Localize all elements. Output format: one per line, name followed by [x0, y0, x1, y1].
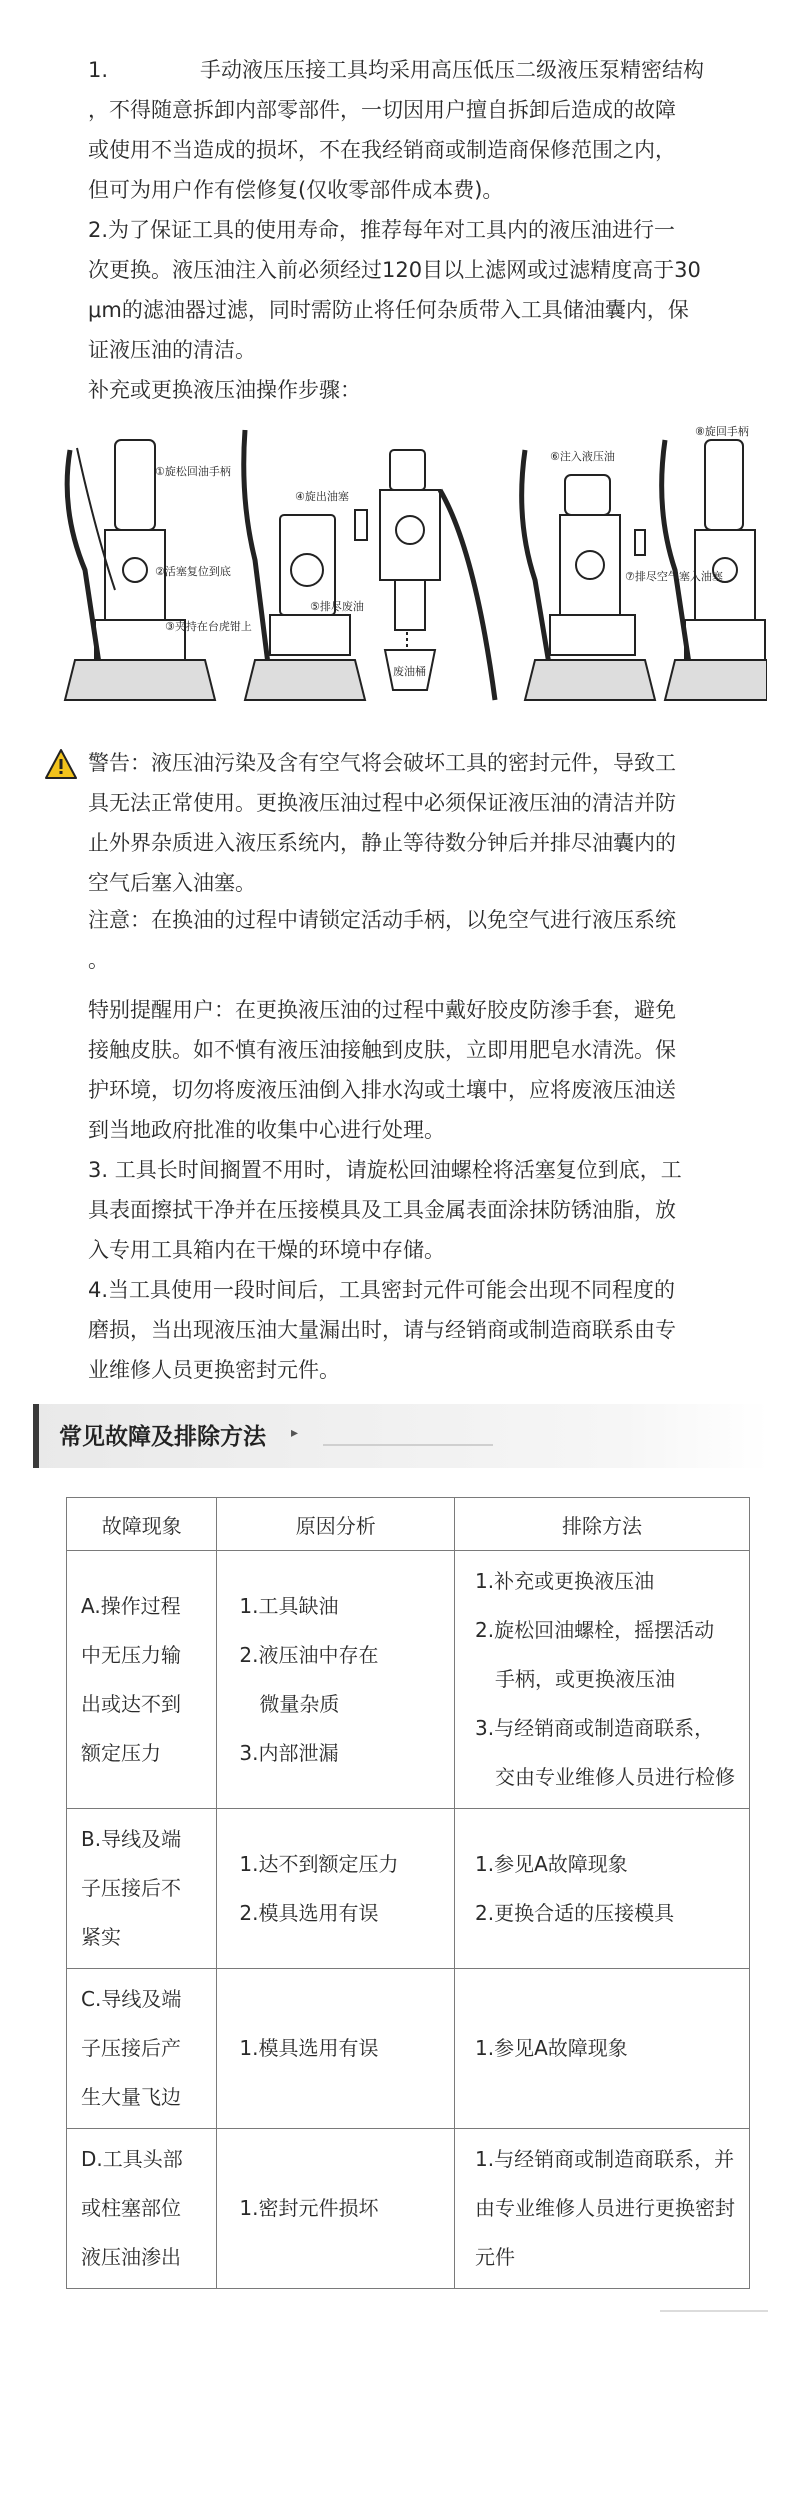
- fig-label-7: ⑦排尽空气塞入油塞: [625, 570, 723, 583]
- fig-label-4: ④旋出油塞: [295, 490, 349, 503]
- row-a-cause: 1.工具缺油 2.液压油中存在 微量杂质 3.内部泄漏: [217, 1551, 455, 1809]
- table-row: [67, 1809, 750, 1969]
- section-title: 常见故障及排除方法: [59, 1424, 266, 1450]
- table-row: [67, 1551, 750, 1809]
- intro-p1-line1: 1. 手动液压压接工具均采用高压低压二级液压泵精密结构: [88, 58, 705, 82]
- tool-step-5-figure: [380, 450, 495, 700]
- row-d-fix: 1.与经销商或制造商联系，并 由专业维修人员进行更换密封 元件: [455, 2129, 750, 2289]
- warning-line4: 空气后塞入油塞。: [88, 871, 256, 895]
- fig-label-5: ⑤排尽废油: [310, 600, 364, 613]
- table-row: [67, 2129, 750, 2289]
- table-row: [67, 1969, 750, 2129]
- section-decorative-line: [323, 1444, 493, 1446]
- steps-heading: 补充或更换液压油操作步骤：: [88, 378, 361, 402]
- intro-p1-line4: 但可为用户作有偿修复(仅收零部件成本费)。: [88, 178, 504, 202]
- row-c-symptom: C.导线及端 子压接后产 生大量飞边: [67, 1969, 217, 2129]
- fig-label-3: ③夹持在台虎钳上: [165, 620, 252, 633]
- warning-line3: 止外界杂质进入液压系统内，静止等待数分钟后并排尽油囊内的: [88, 831, 676, 855]
- fig-label-8: ⑧旋回手柄: [695, 425, 749, 438]
- section-arrow-icon: ▸: [291, 1425, 299, 1441]
- row-d-symptom: D.工具头部 或柱塞部位 液压油渗出: [67, 2129, 217, 2289]
- row-a-fix: 1.补充或更换液压油 2.旋松回油螺栓，摇摆活动 手柄，或更换液压油 3.与经销商或制造商联系， 交由专业维修人员进行检修: [455, 1551, 750, 1809]
- row-b-cause: 1.达不到额定压力 2.模具选用有误: [217, 1809, 455, 1969]
- fig-label-waste: 废油桶: [393, 665, 426, 678]
- notice-line2: 。: [88, 948, 109, 972]
- reminder-line4: 到当地政府批准的收集中心进行处理。: [88, 1118, 445, 1142]
- row-c-fix: 1.参见A故障现象: [455, 1969, 750, 2129]
- row-c-cause: 1.模具选用有误: [217, 1969, 455, 2129]
- row-b-fix: 1.参见A故障现象 2.更换合适的压接模具: [455, 1809, 750, 1969]
- p4-line1: 4.当工具使用一段时间后，工具密封元件可能会出现不同程度的: [88, 1278, 676, 1302]
- bottom-decorative-rule: [660, 2310, 768, 2312]
- row-b-symptom: B.导线及端 子压接后不 紧实: [67, 1809, 217, 1969]
- p4-line3: 业维修人员更换密封元件。: [88, 1358, 340, 1382]
- fig-label-6: ⑥注入液压油: [550, 450, 615, 463]
- intro-p2-line3: μm的滤油器过滤，同时需防止将任何杂质带入工具储油囊内，保: [88, 298, 689, 322]
- intro-p2-line4: 证液压油的清洁。: [88, 338, 256, 362]
- intro-p1-line2: ，不得随意拆卸内部零部件，一切因用户擅自拆卸后造成的故障: [88, 98, 676, 122]
- p4-line2: 磨损，当出现液压油大量漏出时，请与经销商或制造商联系由专: [88, 1318, 676, 1342]
- intro-p2-line1: 2.为了保证工具的使用寿命，推荐每年对工具内的液压油进行一: [88, 218, 676, 242]
- oil-change-illustration: [55, 420, 767, 720]
- reminder-line1: 特别提醒用户：在更换液压油的过程中戴好胶皮防渗手套，避免: [88, 998, 676, 1022]
- reminder-text: [88, 990, 778, 1150]
- intro-p2-line2: 次更换。液压油注入前必须经过120目以上滤网或过滤精度高于30: [88, 258, 701, 282]
- fig-label-2: ②活塞复位到底: [155, 565, 231, 578]
- warning-line1: 警告：液压油污染及含有空气将会破坏工具的密封元件，导致工: [88, 751, 676, 775]
- intro-p1-line3: 或使用不当造成的损坏，不在我经销商或制造商保修范围之内，: [88, 138, 676, 162]
- p3-line2: 具表面擦拭干净并在压接模具及工具金属表面涂抹防锈油脂，放: [88, 1198, 676, 1222]
- troubleshooting-section-header: [33, 1404, 769, 1468]
- intro-paragraph-2: [88, 210, 778, 370]
- intro-paragraph-1: [88, 50, 778, 210]
- notice-text: [88, 900, 778, 980]
- section-accent-bar: [33, 1404, 39, 1468]
- header-fix: 排除方法: [455, 1498, 750, 1551]
- row-d-cause: 1.密封元件损坏: [217, 2129, 455, 2289]
- reminder-line3: 护环境，切勿将废液压油倒入排水沟或土壤中，应将废液压油送: [88, 1078, 676, 1102]
- troubleshooting-table: [66, 1497, 750, 2289]
- header-cause: 原因分析: [217, 1498, 455, 1551]
- row-a-symptom: A.操作过程 中无压力输 出或达不到 额定压力: [67, 1551, 217, 1809]
- tool-step-2-figure: [244, 430, 367, 700]
- paragraph-4: [88, 1270, 778, 1390]
- header-symptom: 故障现象: [67, 1498, 217, 1551]
- warning-icon: [44, 748, 78, 780]
- table-header-row: [67, 1498, 750, 1551]
- paragraph-3: [88, 1150, 778, 1270]
- fig-label-1: ①旋松回油手柄: [155, 465, 231, 478]
- warning-text: [88, 743, 778, 903]
- p3-line1: 3. 工具长时间搁置不用时，请旋松回油螺栓将活塞复位到底，工: [88, 1158, 682, 1182]
- warning-line2: 具无法正常使用。更换液压油过程中必须保证液压油的清洁并防: [88, 791, 676, 815]
- p3-line3: 入专用工具箱内在干燥的环境中存储。: [88, 1238, 445, 1262]
- reminder-line2: 接触皮肤。如不慎有液压油接触到皮肤，立即用肥皂水清洗。保: [88, 1038, 676, 1062]
- notice-line1: 注意：在换油的过程中请锁定活动手柄，以免空气进行液压系统: [88, 908, 676, 932]
